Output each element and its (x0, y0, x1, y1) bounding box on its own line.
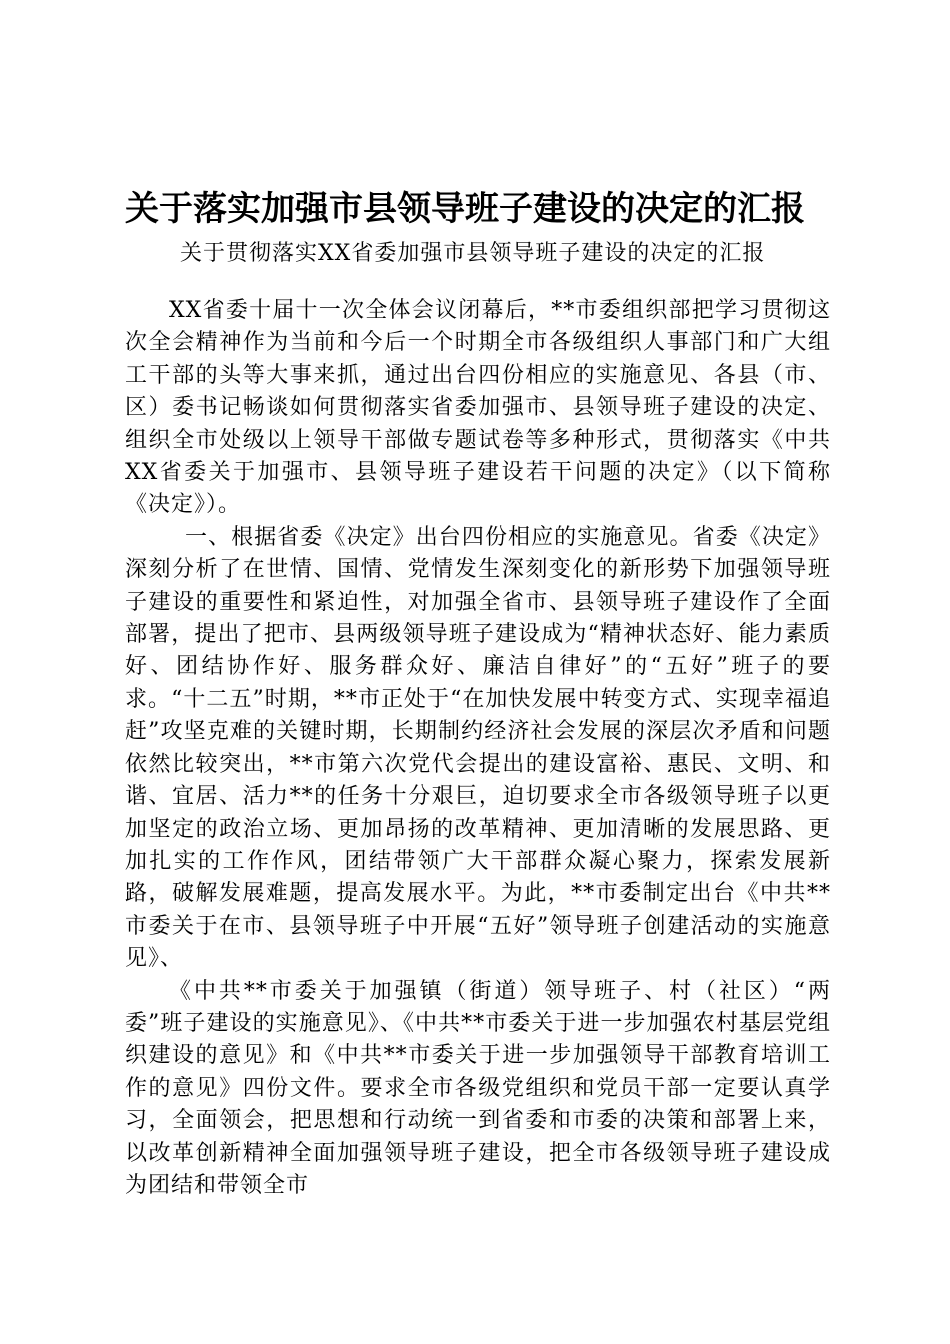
paragraph-section-one: 一、根据省委《决定》出台四份相应的实施意见。省委《决定》深刻分析了在世情、国情、党情发生深刻变化的新形势下加强领导班子建设的重要性和紧迫性，对加强全省市、县领导班子建设作了全面部署，提出了把市、县两级领导班子建设成为“精神状态好、能力素质好、团结协作好、服务群众好、廉洁自律好”的“五好”班子的要求。“十二五”时期，**市正处于“在加快发展中转变方式、实现幸福追赶”攻坚克难的关键时期，长期制约经济社会发展的深层次矛盾和问题依然比较突出，**市第六次党代会提出的建设富裕、惠民、文明、和谐、宜居、活力**的任务十分艰巨，迫切要求全市各级领导班子以更加坚定的政治立场、更加昂扬的改革精神、更加清晰的发展思路、更加扎实的工作作风，团结带领广大干部群众凝心聚力，探索发展新路，破解发展难题，提高发展水平。为此，**市委制定出台《中共**市委关于在市、县领导班子中开展“五好”领导班子创建活动的实施意见》、 (125, 524, 831, 972)
paragraph-intro: XX省委十届十一次全体会议闭幕后，**市委组织部把学习贯彻这次全会精神作为当前和今后一个时期全市各级组织人事部门和广大组工干部的头等大事来抓，通过出台四份相应的实施意见、各县（市、区）委书记畅谈如何贯彻落实省委加强市、县领导班子建设的决定、组织全市处级以上领导干部做专题试卷等多种形式，贯彻落实《中共XX省委关于加强市、县领导班子建设若干问题的决定》（以下简称《决定》）。 (125, 298, 831, 518)
document-body (125, 295, 831, 1202)
paragraph-documents: 《中共**市委关于加强镇（街道）领导班子、村（社区）“两委”班子建设的实施意见》、《中共**市委关于进一步加强农村基层党组织建设的意见》和《中共**市委关于进一步加强领导干部教育培训工作的意见》四份文件。要求全市各级党组织和党员干部一定要认真学习，全面领会，把思想和行动统一到省委和市委的决策和部署上来，以改革创新精神全面加强领导班子建设，把全市各级领导班子建设成为团结和带领全市 (125, 978, 831, 1198)
document-title: 关于落实加强市县领导班子建设的决定的汇报 (125, 189, 805, 229)
document-subtitle: 关于贯彻落实XX省委加强市县领导班子建设的决定的汇报 (180, 241, 766, 266)
